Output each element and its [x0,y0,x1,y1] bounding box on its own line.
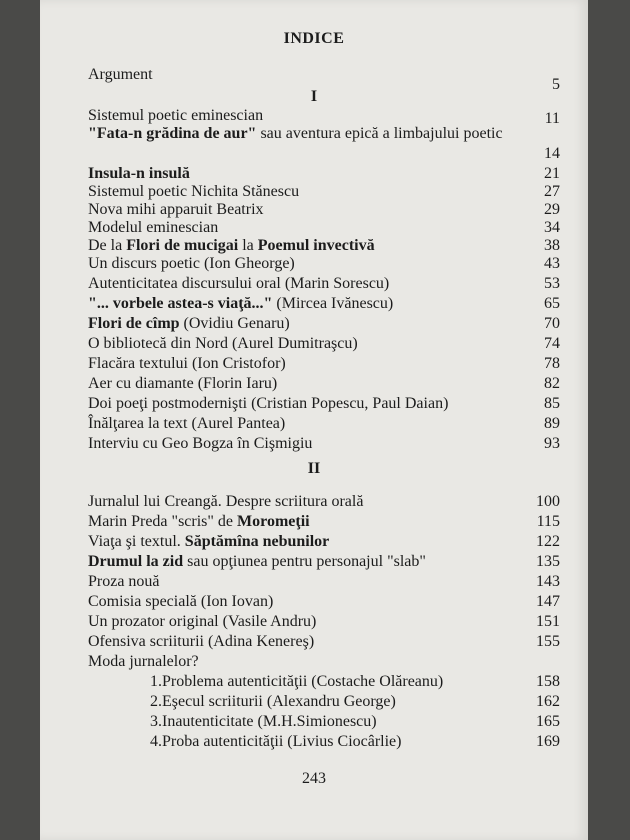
entry-title: Ofensiva scriiturii (Adina Kenereş) [88,633,315,650]
entry-title: Viaţa şi textul. Săptămîna nebunilor [88,533,330,550]
entry-title: De la Flori de mucigai la Poemul invectivă [88,237,375,254]
index-entry [88,254,560,276]
entry-page: 135 [536,553,560,570]
entry-page: 5 [552,76,560,93]
entry-title: "Fata-n grădina de aur" sau aventura epică a limbajului poetic [88,125,503,142]
entry-page: 155 [536,633,560,650]
entry-page: 151 [536,613,560,630]
index-entry [88,294,560,316]
entry-page: 82 [544,375,560,392]
entry-page: 89 [544,415,560,432]
entry-title: Drumul la zid sau opţiunea pentru personajul "slab" [88,553,426,570]
index-title: INDICE [283,30,345,47]
section-heading-1: I [310,88,318,105]
entry-page: 169 [536,733,560,750]
index-entry [88,732,560,754]
index-entry [88,592,560,614]
entry-page: 93 [544,435,560,452]
entry-title: Sistemul poetic eminescian [88,107,264,124]
entry-title: Flori de cîmp (Ovidiu Genaru) [88,315,290,332]
entry-page: 165 [536,713,560,730]
book-page [40,0,588,840]
entry-page: 147 [536,593,560,610]
entry-title: Un prozator original (Vasile Andru) [88,613,317,630]
entry-title: "... vorbele astea-s viaţă..." (Mircea Ivănescu) [88,295,394,312]
entry-page: 29 [544,201,560,218]
index-entry [88,314,560,336]
entry-title: Flacăra textului (Ion Cristofor) [88,355,286,372]
index-entry [88,712,560,734]
entry-title: Modelul eminescian [88,219,219,236]
index-entry [88,652,560,674]
index-entry [88,354,560,376]
entry-page: 65 [544,295,560,312]
entry-title: Sistemul poetic Nichita Stănescu [88,183,300,200]
entry-page: 78 [544,355,560,372]
page-number: 243 [302,770,326,787]
entry-title: Moda jurnalelor? [88,653,199,670]
index-entry [88,572,560,594]
entry-page: 34 [544,219,560,236]
entry-title: Aer cu diamante (Florin Iaru) [88,375,278,392]
entry-title: O bibliotecă din Nord (Aurel Dumitraşcu) [88,335,358,352]
index-entry [88,672,560,694]
entry-title: Înălţarea la text (Aurel Pantea) [88,415,286,432]
entry-page: 14 [544,145,560,162]
entry-page: 85 [544,395,560,412]
index-entry [88,394,560,416]
entry-title: Interviu cu Geo Bogza în Cişmigiu [88,435,313,452]
index-entry [88,124,560,164]
index-entry [88,532,560,554]
entry-title: Nova mihi apparuit Beatrix [88,201,264,218]
entry-page: 38 [544,237,560,254]
entry-page: 162 [536,693,560,710]
entry-page: 100 [536,493,560,510]
argument-row [88,65,560,93]
index-entry [88,274,560,296]
entry-page: 27 [544,183,560,200]
entry-page: 158 [536,673,560,690]
entry-title: 1.Problema autenticităţii (Costache Olăreanu) [150,673,444,690]
entry-page: 115 [536,513,560,530]
entry-title: Un discurs poetic (Ion Gheorge) [88,255,295,272]
entry-page: 70 [544,315,560,332]
index-entry [88,374,560,396]
entry-title: Marin Preda "scris" de Moromeţii [88,513,310,530]
index-entry [88,434,560,456]
entry-title: Doi poeţi postmodernişti (Cristian Popescu, Paul Daian) [88,395,449,412]
entry-title: Autenticitatea discursului oral (Marin Sorescu) [88,275,390,292]
entry-title: 3.Inautenticitate (M.H.Simionescu) [150,713,377,730]
entry-page: 143 [536,573,560,590]
entry-page: 122 [536,533,560,550]
index-entry [88,492,560,514]
entry-title: 2.Eşecul scriiturii (Alexandru George) [150,693,396,710]
section-heading-2: II [307,460,321,477]
entry-title: 4.Proba autenticităţii (Livius Ciocârlie) [150,733,402,750]
index-entry [88,414,560,436]
index-entry [88,612,560,634]
index-entry [88,334,560,356]
entry-title: Proza nouă [88,573,160,590]
entry-page: 43 [544,255,560,272]
entry-title: Jurnalul lui Creangă. Despre scriitura orală [88,493,364,510]
index-entry [88,552,560,574]
entry-page: 21 [544,165,560,182]
entry-title: Argument [88,66,153,83]
entry-title: Insula-n insulă [88,165,190,182]
entry-page: 53 [544,275,560,292]
index-entry [88,512,560,534]
entry-page: 11 [544,110,560,127]
entry-title: Comisia specială (Ion Iovan) [88,593,274,610]
index-entry [88,632,560,654]
index-entry [88,692,560,714]
entry-page: 74 [544,335,560,352]
